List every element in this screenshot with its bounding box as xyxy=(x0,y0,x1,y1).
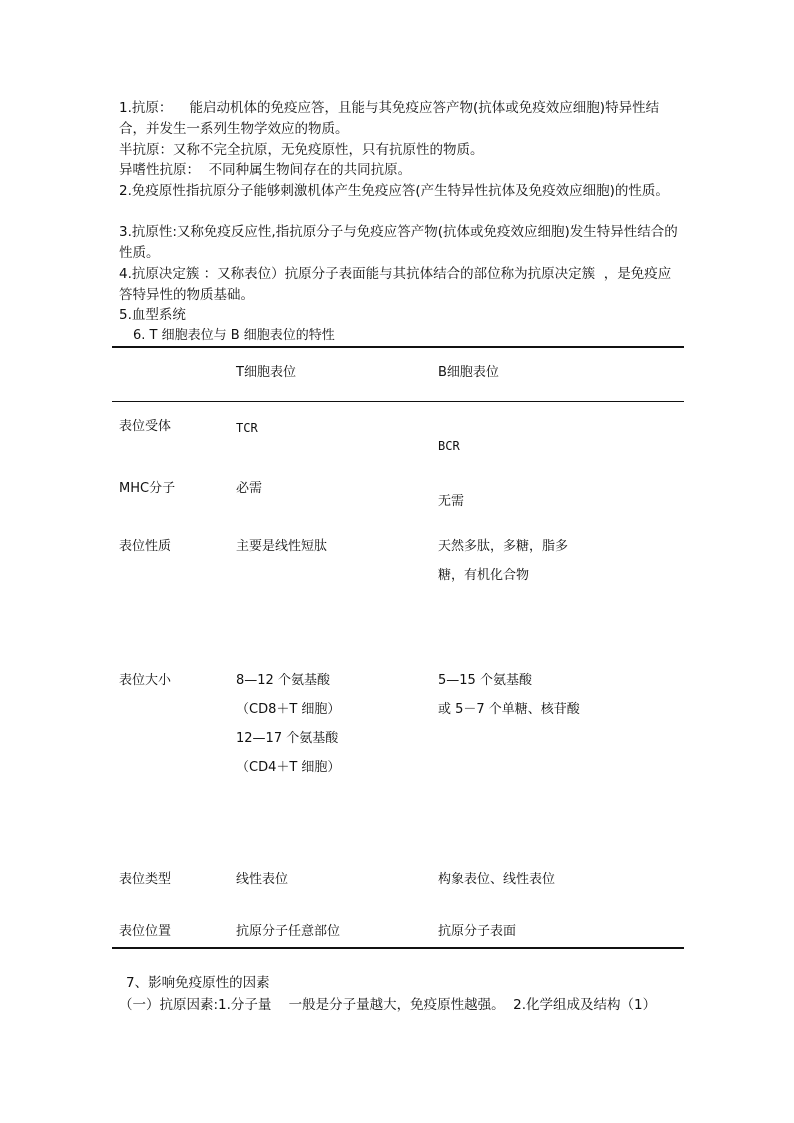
section-heading-immunogenicity-factors: 7、影响免疫原性的因素 xyxy=(126,975,270,991)
cell-t-nature: 主要是线性短肽 xyxy=(236,539,328,554)
paragraph-epitope: 4.抗原决定簇 ：又称表位）抗原分子表面能与其抗体结合的部位称为抗原决定簇 ，是免疫应答特异性的物质基础。 xyxy=(119,266,672,303)
cell-b-location: 抗原分子表面 xyxy=(438,924,517,939)
cell-t-size xyxy=(236,666,340,782)
cell-b-size xyxy=(438,666,580,724)
paragraph-blood-group: 5.血型系统 xyxy=(119,307,186,323)
cell-t-size-line3: 12—17 个氨基酸 xyxy=(236,731,339,746)
cell-t-location: 抗原分子任意部位 xyxy=(236,924,341,939)
table-header-rule xyxy=(112,401,684,402)
cell-b-nature-line1: 天然多肽，多糖，脂多 xyxy=(438,539,569,554)
paragraph-antigen-factors: （一）抗原因素:1.分子量 一般是分子量越大，免疫原性越强。 2.化学组成及结构（1） xyxy=(119,997,657,1013)
table-caption: 6. T 细胞表位与 B 细胞表位的特性 xyxy=(133,328,335,343)
cell-t-type: 线性表位 xyxy=(236,872,289,887)
table-bottom-rule xyxy=(112,947,684,949)
cell-b-mhc: 无需 xyxy=(438,494,465,509)
table-top-rule xyxy=(112,346,684,348)
row-label-mhc: MHC分子 xyxy=(119,481,176,496)
paragraph-heterophile-antigen: 异嗜性抗原： 不同种属生物间存在的共同抗原。 xyxy=(119,162,412,178)
cell-b-nature xyxy=(438,532,568,590)
paragraph-hapten: 半抗原：又称不完全抗原，无免疫原性，只有抗原性的物质。 xyxy=(119,142,484,158)
cell-t-mhc: 必需 xyxy=(236,481,263,496)
cell-b-size-line2: 或 5－7 个单糖、核苷酸 xyxy=(438,702,580,717)
cell-t-receptor: TCR xyxy=(236,421,258,435)
cell-b-nature-line2: 糖，有机化合物 xyxy=(438,568,530,583)
paragraph-antigenicity: 3.抗原性:又称免疫反应性,指抗原分子与免疫应答产物(抗体或免疫效应细胞)发生特异性结合的性质。 xyxy=(119,224,678,261)
cell-b-receptor: BCR xyxy=(438,439,460,453)
row-label-receptor: 表位受体 xyxy=(119,419,172,434)
cell-b-size-line1: 5—15 个氨基酸 xyxy=(438,673,532,688)
row-label-location: 表位位置 xyxy=(119,924,172,939)
cell-t-size-line1: 8—12 个氨基酸 xyxy=(236,673,330,688)
row-label-type: 表位类型 xyxy=(119,872,172,887)
header-b-cell-epitope: B细胞表位 xyxy=(438,365,499,380)
header-t-cell-epitope: T细胞表位 xyxy=(236,365,296,380)
cell-t-size-line4: （CD4＋T 细胞） xyxy=(236,760,341,775)
cell-b-type: 构象表位、线性表位 xyxy=(438,872,556,887)
row-label-size: 表位大小 xyxy=(119,673,172,688)
row-label-nature: 表位性质 xyxy=(119,539,172,554)
cell-t-size-line2: （CD8＋T 细胞） xyxy=(236,702,341,717)
paragraph-immunogenicity: 2.免疫原性指抗原分子能够刺激机体产生免疫应答(产生特异性抗体及免疫效应细胞)的性质。 xyxy=(119,183,669,199)
paragraph-antigen-definition: 1.抗原： 能启动机体的免疫应答，且能与其免疫应答产物(抗体或免疫效应细胞)特异性结合，并发生一系列生物学效应的物质。 xyxy=(119,100,660,137)
